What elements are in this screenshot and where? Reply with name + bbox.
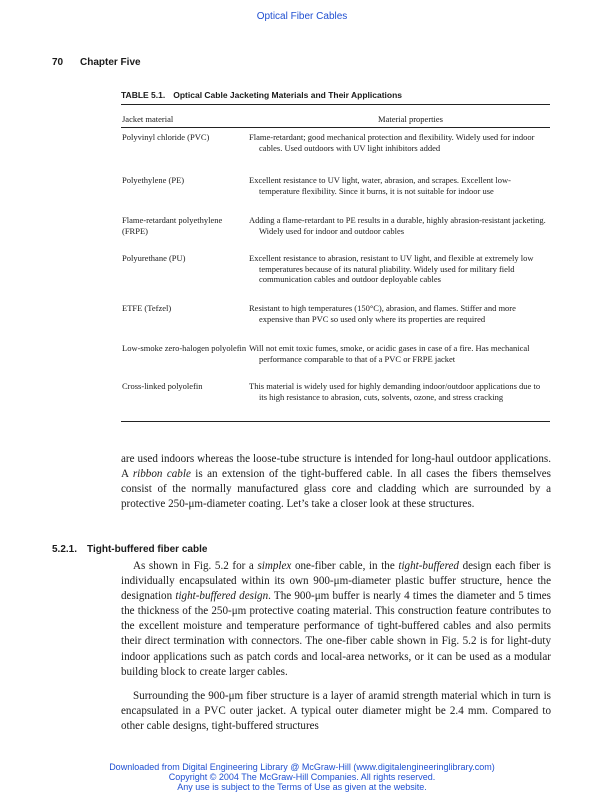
properties-cell: This material is widely used for highly demanding indoor/outdoor applications due to its high resistance to abrasion, cuts, solvents, ozone, and stress cracking: [249, 381, 541, 402]
table-row: [121, 343, 550, 381]
table-row: [121, 381, 550, 421]
properties-cell: Excellent resistance to UV light, water, abrasion, and scrapes. Excellent low-temperature flexibility. Since it burns, it is not suitable for indoor use: [249, 175, 511, 196]
body-paragraph: As shown in Fig. 5.2 for a simplex one-fiber cable, in the tight-buffered design each fiber is individually encapsulated within its own 900-μm-diameter plastic buffer structure, hence the designation tight-buffered design. The 900-μm buffer is nearly 4 times the diameter and 5 times the thickness of the 250-μm protective coating material. This construction feature contributes to the excellent moisture and temperature performance of tight-buffered cables and also permits their direct termination with connectors. The one-fiber cable shown in Fig. 5.2 is for light-duty indoor applications such as patch cords and local-area networks, or it can be used as a modular building block to create larger cables.: [121, 560, 552, 678]
footer-copyright: Copyright © 2004 The McGraw-Hill Companies. All rights reserved.: [168, 772, 436, 782]
properties-cell: Adding a flame-retardant to PE results in a durable, highly abrasion-resistant jacketing. Widely used for indoor and outdoor cables: [249, 215, 546, 236]
section-number: 5.2.1.: [52, 544, 78, 555]
table-row: [121, 253, 550, 303]
material-cell: Polyethylene (PE): [122, 175, 185, 185]
table-row: [121, 303, 550, 343]
section-title: Tight-buffered fiber cable: [87, 544, 208, 555]
table-caption: [121, 90, 402, 100]
materials-table: [121, 104, 550, 422]
body-paragraph: Surrounding the 900-μm fiber structure is a layer of aramid strength material which in turn is encapsulated in a PVC outer jacket. A typical outer diameter might be 2.4 mm. Compared to other cable designs, tight-buffered structures: [121, 690, 551, 733]
table-header-row: [121, 105, 550, 128]
material-cell: Flame-retardant polyethylene (FRPE): [122, 215, 223, 236]
table-title: Optical Cable Jacketing Materials and Their Applications: [173, 90, 403, 100]
section-heading: [52, 544, 207, 555]
properties-cell: Excellent resistance to abrasion, resistant to UV light, and flexible at extremely low temperatures because of its natural pliability. Widely used for military field communication cables and outdoor deployable cables: [249, 253, 534, 285]
footer-source-link[interactable]: Downloaded from Digital Engineering Library @ McGraw-Hill (www.digitalengineeringlibrary.com): [109, 762, 495, 772]
intro-paragraph: are used indoors whereas the loose-tube structure is intended for long-haul outdoor applications. A ribbon cable is an extension of the tight-buffered cable. In all cases the fibers themselves consist of the normally manufactured glass core and cladding which are surrounded by a protective 250-μm-diameter coating. Let’s take a closer look at these structures.: [121, 453, 551, 511]
properties-cell: Will not emit toxic fumes, smoke, or acidic gases in case of a fire. Has mechanical performance comparable to that of a PVC or FRPE jacket: [249, 343, 530, 364]
material-cell: Cross-linked polyolefin: [122, 381, 203, 391]
header-link[interactable]: Optical Fiber Cables: [256, 11, 348, 22]
table-row: [121, 132, 550, 175]
material-cell: Low-smoke zero-halogen polyolefin: [122, 343, 247, 353]
chapter-title: Chapter Five: [80, 57, 141, 68]
material-cell: ETFE (Tefzel): [122, 303, 172, 313]
properties-cell: Flame-retardant; good mechanical protection and flexibility. Widely used for indoor cables. Used outdoors with UV light inhibitors added: [249, 132, 535, 153]
footer: [0, 762, 604, 792]
column-header-material: Jacket material: [122, 114, 174, 124]
properties-cell: Resistant to high temperatures (150°C), abrasion, and flames. Stiffer and more expensive than PVC so used only where its properties are required: [249, 303, 516, 324]
table-label: TABLE 5.1.: [121, 90, 166, 100]
page-number: 70: [52, 57, 64, 68]
table-row: [121, 215, 550, 253]
footer-terms: Any use is subject to the Terms of Use as given at the website.: [177, 782, 427, 792]
column-header-properties: Material properties: [378, 114, 443, 124]
material-cell: Polyvinyl chloride (PVC): [122, 132, 210, 142]
table-row: [121, 175, 550, 215]
material-cell: Polyurethane (PU): [122, 253, 186, 263]
